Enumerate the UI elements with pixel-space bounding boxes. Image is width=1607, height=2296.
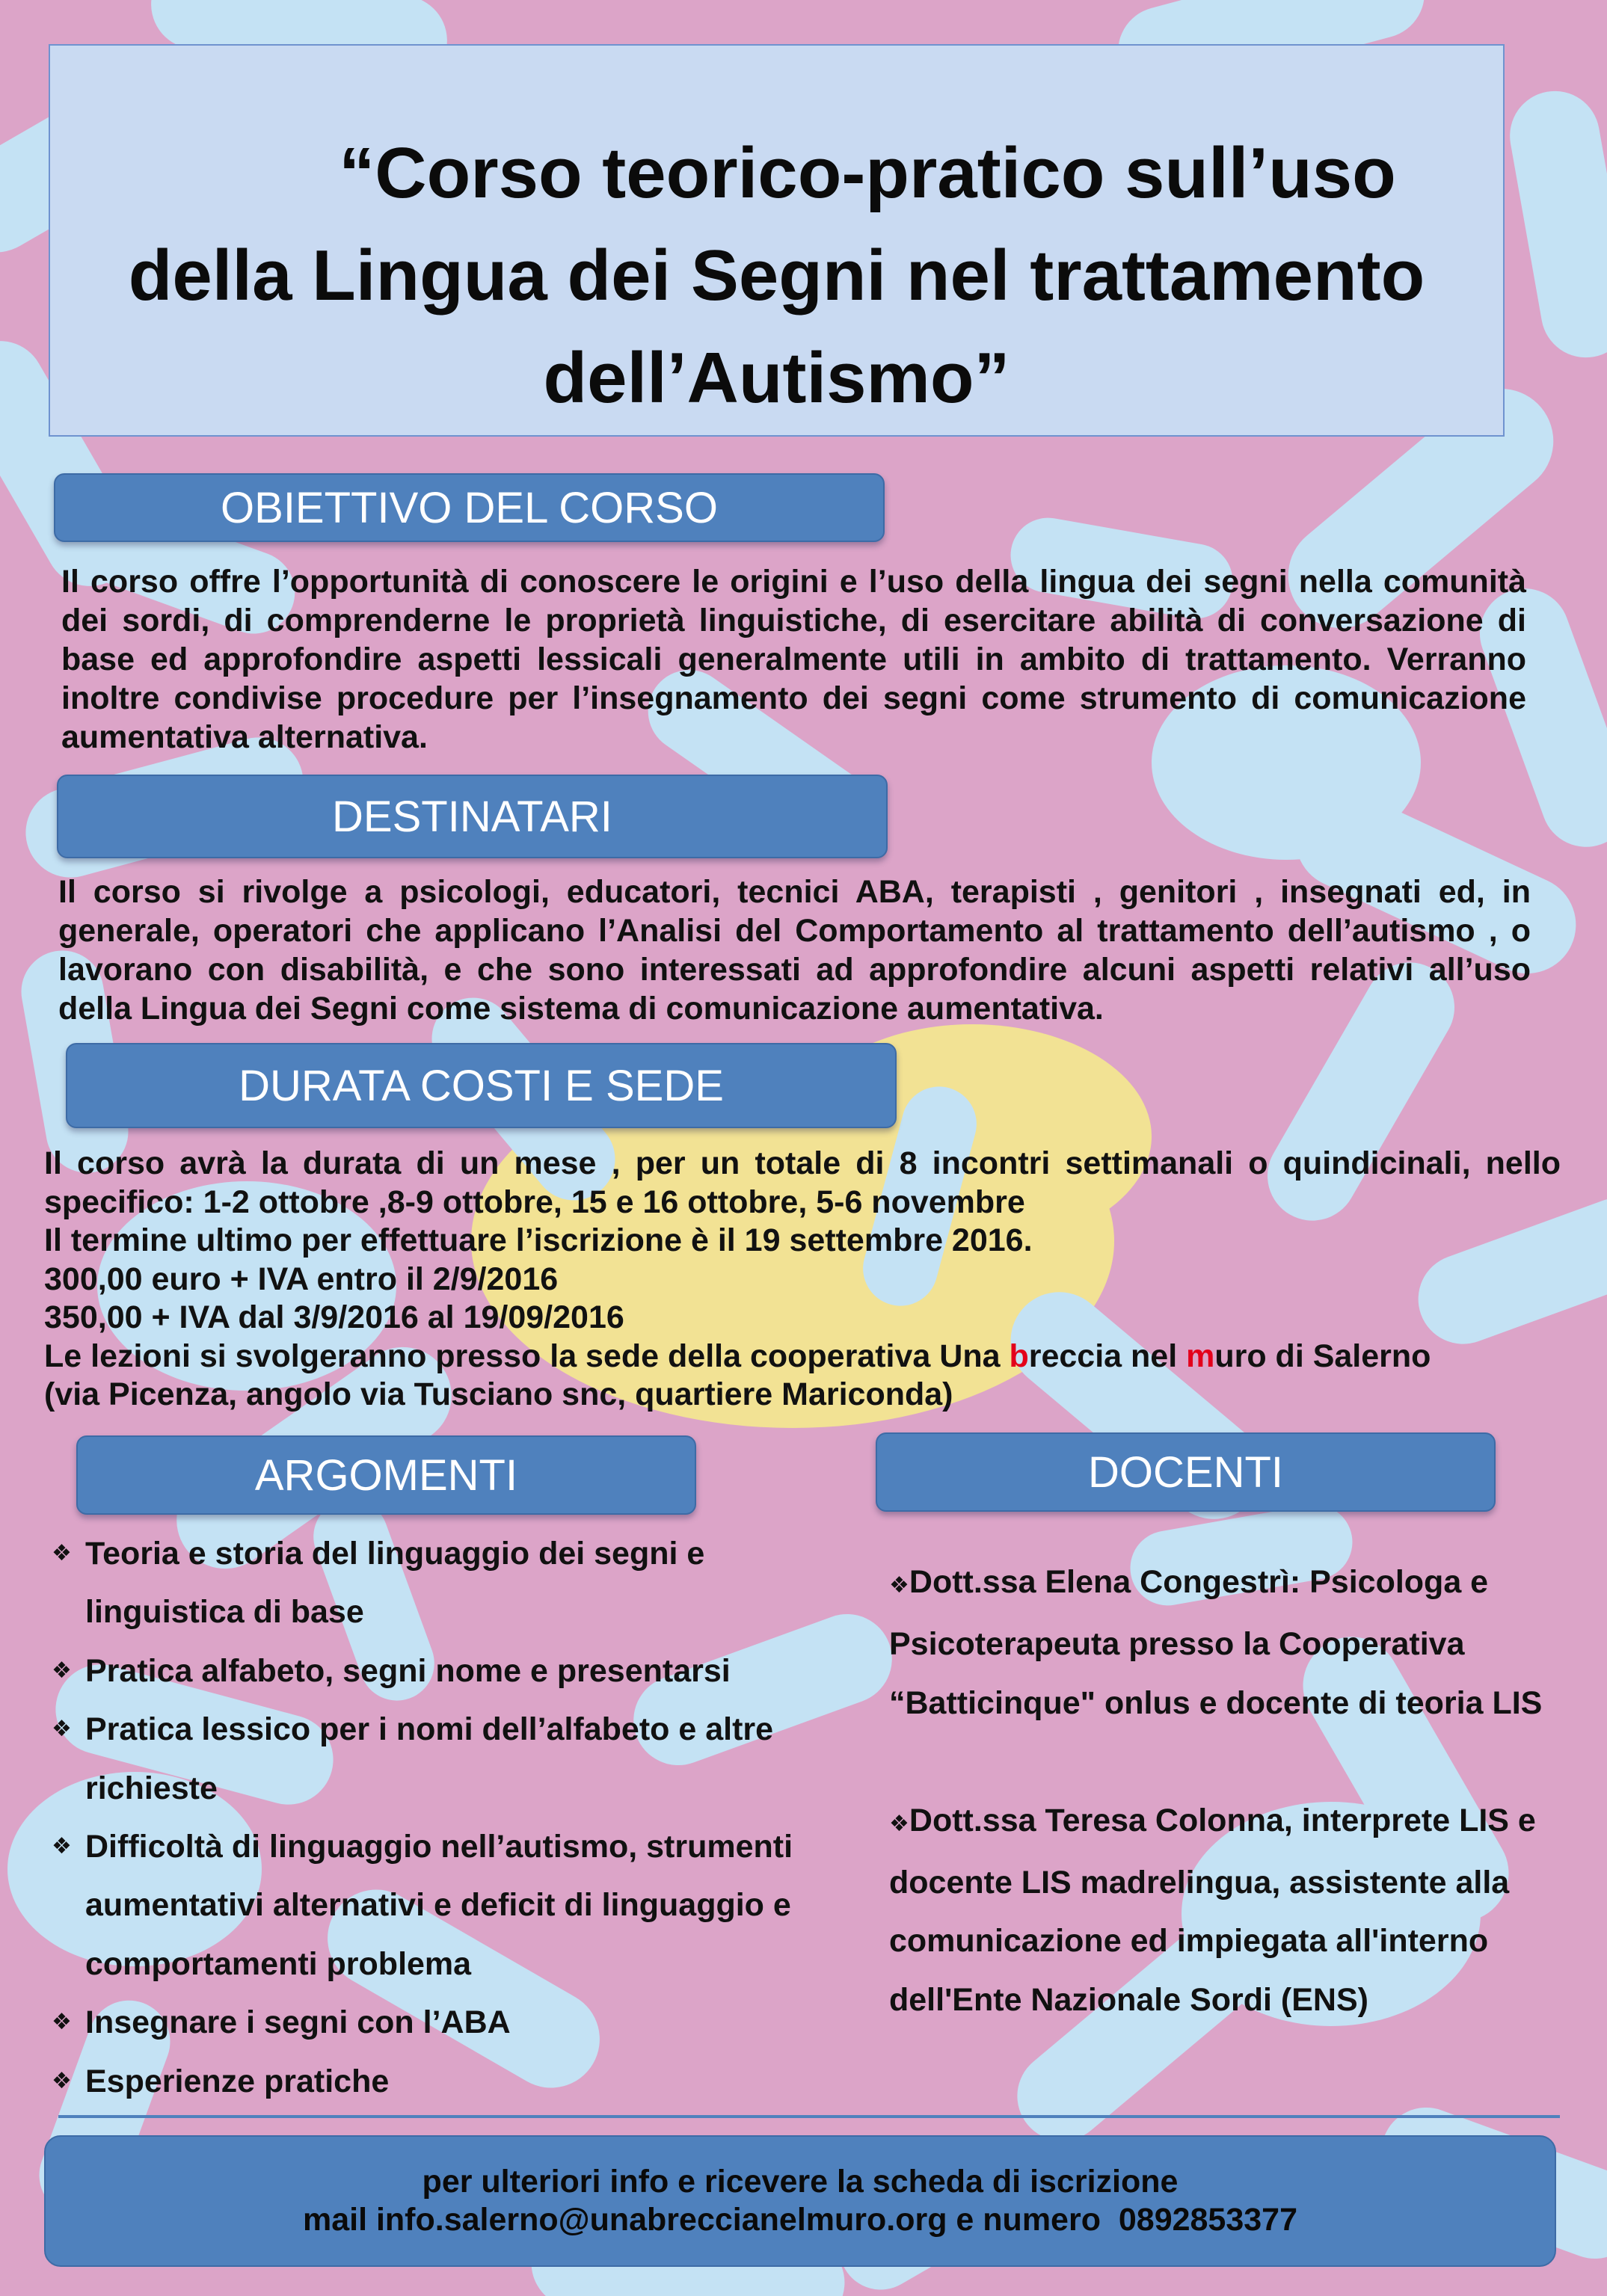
section-header-durata (66, 1043, 897, 1128)
divider-line (58, 2115, 1560, 2118)
section-header-label: DOCENTI (1088, 1447, 1283, 1497)
durata-price-early: 300,00 euro + IVA entro il 2/9/2016 (44, 1261, 559, 1297)
location-text-middle: reccia nel (1028, 1338, 1187, 1374)
footer-contact-line: mail info.salerno@unabreccianelmuro.org e numero 0892853377 (302, 2202, 1298, 2238)
destinatari-paragraph: Il corso si rivolge a psicologi, educatori, tecnici ABA, terapisti , genitori , insegnati ed, in generale, operatori che applicano l’Analisi del Comportamento al trattamento dell’autismo , o lavorano con disabilità, e che sono interessati ad approfondire alcuni aspetti relativi all’uso della Lingua dei Segni come sistema di comunicazione aumentativa. (58, 874, 1531, 1027)
location-highlight-m: m (1186, 1338, 1215, 1374)
bullet-icon: ❖ (889, 1810, 909, 1837)
title-line-3: dell’Autismo” (543, 338, 1010, 418)
obiettivo-paragraph: Il corso offre l’opportunità di conoscere le origini e l’uso della lingua dei segni nella comunità dei sordi, di comprenderne le proprietà linguistiche, di esercitare abilità di conversazione di base ed approfondire aspetti lessicali generalmente utili in ambito di trattamento. Verranno inoltre condivise procedure per l’insegnamento dei segni come strumento di comunicazione aumentativa alternativa. (61, 564, 1526, 755)
list-item (52, 2052, 835, 2111)
argomenti-list (52, 1524, 835, 2111)
bullet-icon: ❖ (52, 1716, 72, 1743)
bullet-icon: ❖ (52, 1540, 72, 1566)
section-header-obiettivo (54, 473, 885, 542)
contact-footer (44, 2135, 1556, 2267)
section-header-docenti (876, 1432, 1496, 1512)
docente-text: Dott.ssa Elena Congestrì: Psicologa e Psicoterapeuta presso la Cooperativa “Batticinque" onlus e docente di teoria LIS (889, 1564, 1543, 1721)
durata-block (44, 1145, 1561, 1415)
list-item-text: Difficoltà di linguaggio nell’autismo, strumenti aumentativi alternativi e deficit di linguaggio e comportamenti problema (85, 1829, 793, 1982)
durata-schedule: Il corso avrà la durata di un mese , per un totale di 8 incontri settimanali o quindicinali, nello specifico: 1-2 ottobre ,8-9 ottobre, 15 e 16 ottobre, 5-6 novembre (44, 1145, 1561, 1220)
list-item-text: Pratica lessico per i nomi dell’alfabeto e altre richieste (85, 1711, 774, 1806)
bullet-icon: ❖ (52, 2067, 72, 2094)
section-header-label: DURATA COSTI E SEDE (239, 1061, 724, 1110)
list-item-text: Insegnare i segni con l’ABA (85, 2004, 511, 2041)
title-line-1: “Corso teorico-pratico sull’uso (339, 133, 1396, 213)
section-header-label: OBIETTIVO DEL CORSO (221, 483, 718, 532)
list-item (52, 1524, 835, 1642)
footer-line-1: per ulteriori info e ricevere la scheda di iscrizione (422, 2164, 1179, 2200)
title-box (49, 44, 1505, 437)
docente-item (889, 1791, 1585, 2030)
list-item-text: Teoria e storia del linguaggio dei segni e linguistica di base (85, 1536, 705, 1631)
course-title (50, 122, 1503, 429)
durata-price-late: 350,00 + IVA dal 3/9/2016 al 19/09/2016 (44, 1299, 624, 1335)
bullet-icon: ❖ (889, 1572, 909, 1598)
bullet-icon: ❖ (52, 2009, 72, 2036)
docenti-list (889, 1553, 1585, 2029)
list-item (52, 1818, 835, 1993)
section-header-label: ARGOMENTI (254, 1450, 518, 1500)
list-item (52, 1993, 835, 2052)
list-item-text: Esperienze pratiche (85, 2063, 390, 2099)
location-text-before: Le lezioni si svolgeranno presso la sede della cooperativa Una (44, 1338, 1010, 1374)
list-item-text: Pratica alfabeto, segni nome e presentarsi (85, 1652, 731, 1689)
section-header-destinatari (57, 775, 888, 858)
docente-item (889, 1553, 1585, 1732)
section-header-label: DESTINATARI (332, 792, 612, 841)
bullet-icon: ❖ (52, 1833, 72, 1860)
docente-text: Dott.ssa Teresa Colonna, interprete LIS e docente LIS madrelingua, assistente alla comunicazione ed impiegata all'interno dell'Ente Nazionale Sordi (ENS) (889, 1802, 1536, 2018)
location-text-after: uro di Salerno (1214, 1338, 1431, 1374)
bullet-icon: ❖ (52, 1657, 72, 1684)
section-header-argomenti (76, 1435, 696, 1515)
location-highlight-b: b (1009, 1338, 1029, 1374)
durata-deadline: Il termine ultimo per effettuare l’iscrizione è il 19 settembre 2016. (44, 1222, 1033, 1258)
durata-location (44, 1338, 1561, 1376)
list-item (52, 1642, 835, 1700)
list-item (52, 1700, 835, 1818)
title-line-2: della Lingua dei Segni nel trattamento (128, 236, 1425, 316)
durata-address: (via Picenza, angolo via Tusciano snc, quartiere Mariconda) (44, 1376, 953, 1412)
